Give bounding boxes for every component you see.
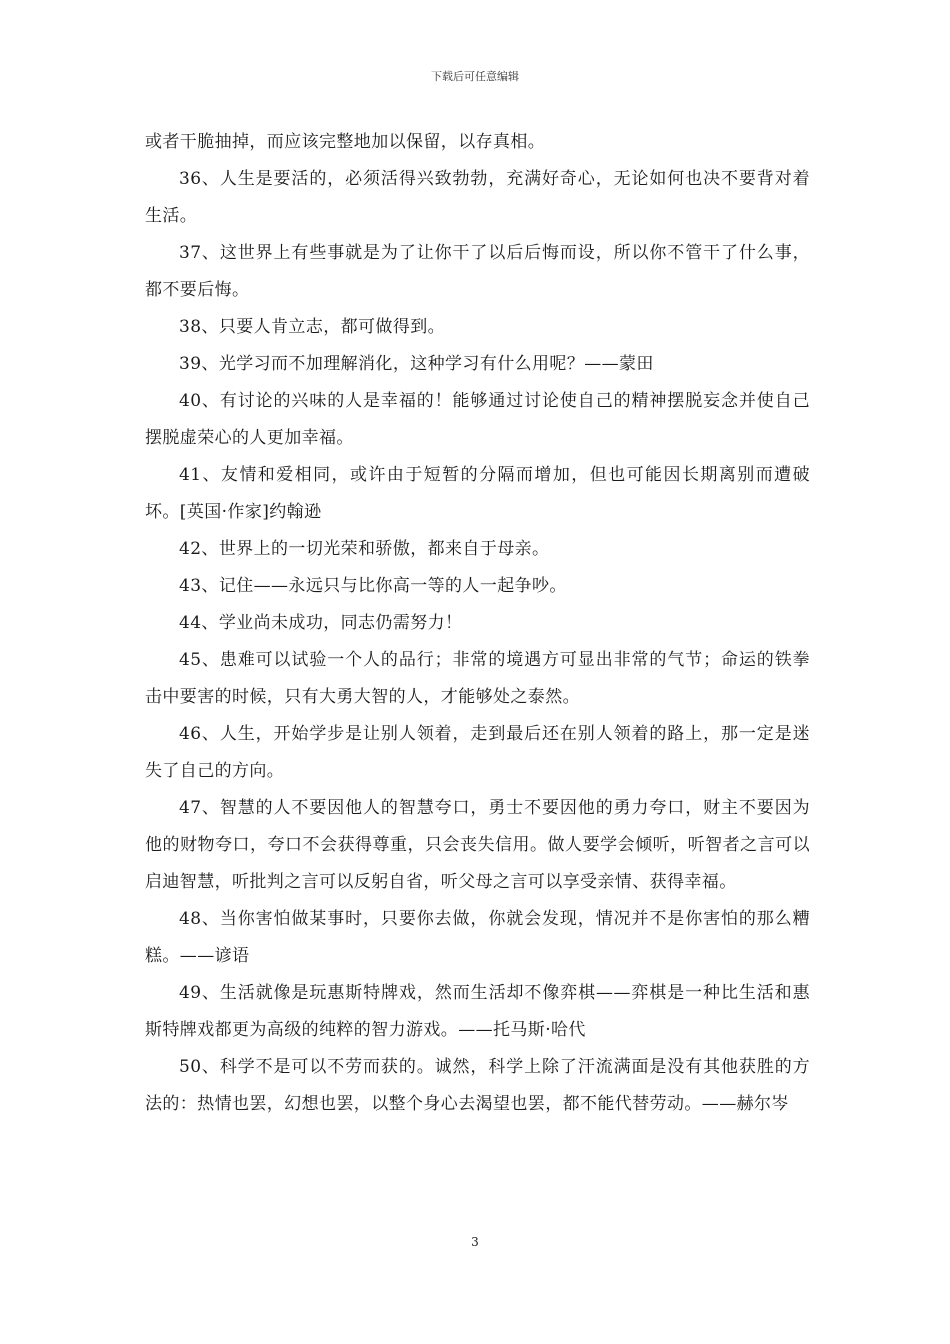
page-number: 3 (471, 1235, 479, 1249)
paragraph: 36、人生是要活的，必须活得兴致勃勃，充满好奇心，无论如何也决不要背对着生活。 (145, 169, 810, 226)
paragraph: 37、这世界上有些事就是为了让你干了以后后悔而设，所以你不管干了什么事，都不要后悔。 (145, 243, 810, 300)
page-body (145, 124, 810, 1123)
paragraph: 38、只要人肯立志，都可做得到。 (179, 317, 446, 337)
paragraph: 40、有讨论的兴味的人是幸福的！能够通过讨论使自己的精神摆脱妄念并使自己摆脱虚荣心的人更加幸福。 (145, 391, 810, 448)
paragraph: 50、科学不是可以不劳而获的。诚然，科学上除了汗流满面是没有其他获胜的方法的：热情也罢，幻想也罢，以整个身心去渴望也罢，都不能代替劳动。——赫尔岑 (145, 1057, 810, 1114)
paragraph: 46、人生，开始学步是让别人领着，走到最后还在别人领着的路上，那一定是迷失了自己的方向。 (145, 724, 810, 781)
paragraph: 44、学业尚未成功，同志仍需努力！ (179, 613, 463, 633)
paragraph: 49、生活就像是玩惠斯特牌戏，然而生活却不像弈棋——弈棋是一种比生活和惠斯特牌戏都更为高级的纯粹的智力游戏。——托马斯·哈代 (145, 983, 810, 1040)
paragraph: 39、光学习而不加理解消化，这种学习有什么用呢？——蒙田 (179, 354, 654, 374)
paragraph: 45、患难可以试验一个人的品行；非常的境遇方可显出非常的气节；命运的铁拳击中要害的时候，只有大勇大智的人，才能够处之泰然。 (145, 650, 810, 707)
paragraph: 42、世界上的一切光荣和骄傲，都来自于母亲。 (179, 539, 550, 559)
paragraph: 48、当你害怕做某事时，只要你去做，你就会发现，情况并不是你害怕的那么糟糕。——谚语 (145, 909, 810, 966)
paragraph: 41、友情和爱相同，或许由于短暂的分隔而增加，但也可能因长期离别而遭破坏。[英国·作家]约翰逊 (145, 465, 810, 522)
page-header: 下载后可任意编辑 (431, 70, 519, 83)
paragraph: 43、记住——永远只与比你高一等的人一起争吵。 (179, 576, 567, 596)
paragraph: 或者干脆抽掉，而应该完整地加以保留，以存真相。 (145, 132, 546, 152)
paragraph: 47、智慧的人不要因他人的智慧夸口，勇士不要因他的勇力夸口，财主不要因为他的财物夸口，夸口不会获得尊重，只会丧失信用。做人要学会倾听，听智者之言可以启迪智慧，听批判之言可以反躬自省，听父母之言可以享受亲情、获得幸福。 (145, 798, 810, 892)
